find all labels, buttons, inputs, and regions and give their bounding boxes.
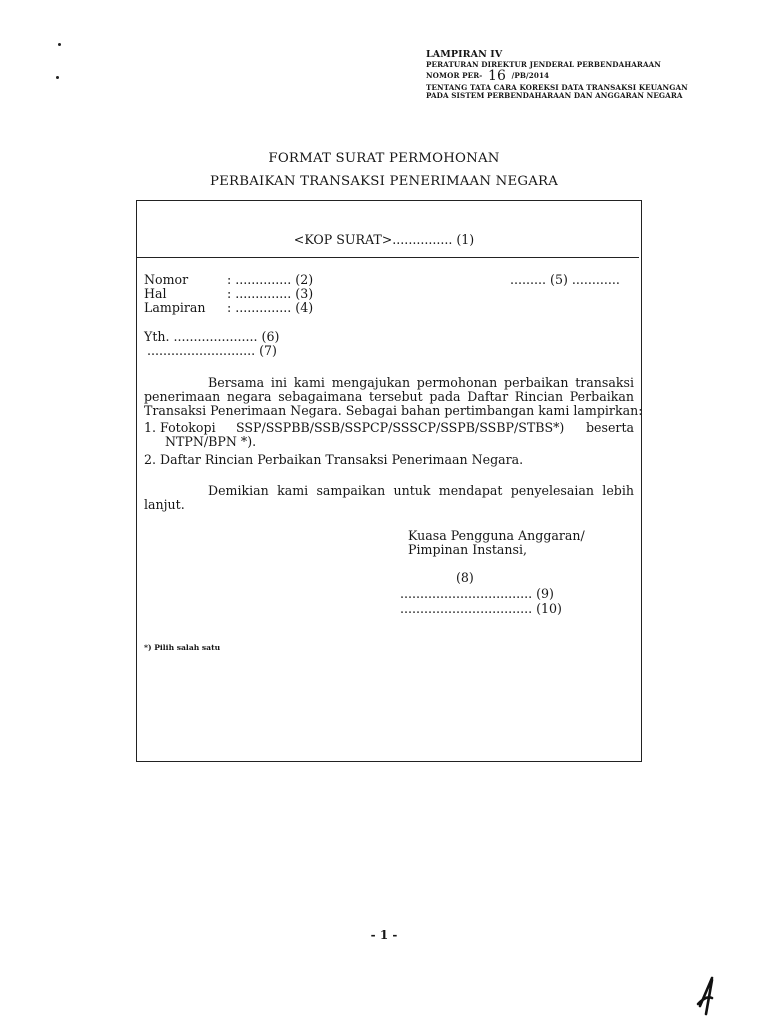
field-value-nomor: : .............. (2) (227, 272, 314, 287)
scan-speck (58, 43, 61, 46)
signature-placeholder: (8) (456, 570, 474, 585)
regulation-subject-line2: PADA SISTEM PERBENDAHARAAN DAN ANGGARAN NEGARA (426, 90, 683, 100)
field-label-nomor: Nomor (144, 272, 189, 287)
regulation-number: NOMOR PER- 16 /PB/2014 (426, 67, 550, 84)
body-line3: Transaksi Penerimaan Negara. Sebagai bahan pertimbangan kami lampirkan: (144, 403, 643, 419)
closing-line1: Demikian kami sampaikan untuk mendapat penyelesaian lebih (208, 483, 634, 498)
addressee-line2: ........................... (7) (147, 343, 277, 358)
scan-speck (56, 76, 59, 79)
document-title-line2: PERBAIKAN TRANSAKSI PENERIMAAN NEGARA (209, 174, 559, 189)
attachment-item2: 2. Daftar Rincian Perbaikan Transaksi Penerimaan Negara. (144, 452, 524, 467)
signer-title-line2: Pimpinan Instansi, (408, 542, 527, 557)
handwritten-initial-mark (694, 976, 718, 1016)
appendix-header (426, 50, 688, 99)
field-value-lampiran: : .............. (4) (227, 300, 314, 315)
document-title-line1: FORMAT SURAT PERMOHONAN (268, 151, 500, 166)
footnote: *) Pilih salah satu (144, 643, 221, 652)
body-paragraph (144, 375, 643, 419)
body-line2: penerimaan negara sebagaimana tersebut pada Daftar Rincian Perbaikan (144, 389, 634, 405)
field-label-lampiran: Lampiran (144, 300, 206, 315)
page-number: - 1 - (370, 928, 398, 942)
field-label-hal: Hal (144, 286, 167, 301)
regulation-subject-line1: TENTANG TATA CARA KOREKSI DATA TRANSAKSI KEUANGAN (426, 82, 688, 92)
attachment-item1-beserta: beserta (586, 420, 635, 435)
letterhead-divider (137, 257, 639, 258)
addressee-line1: Yth. ..................... (6) (144, 329, 280, 344)
closing-line2: lanjut. (144, 497, 185, 513)
date-place-placeholder: ......... (5) ............ (510, 272, 620, 287)
attachment-item1-docs: SSP/SSPBB/SSB/SSPCP/SSSCP/SSPB/SSBP/STBS*) (236, 420, 565, 435)
appendix-label: LAMPIRAN IV (426, 49, 503, 60)
closing-paragraph (144, 484, 634, 512)
signer-nip-placeholder: ................................. (10) (400, 601, 562, 616)
attachment-item1-label: 1. Fotokopi (144, 420, 216, 435)
letterhead-placeholder: <KOP SURAT>............... (1) (293, 232, 475, 247)
regulation-line: PERATURAN DIREKTUR JENDERAL PERBENDAHARAAN (426, 59, 661, 69)
signer-name-placeholder: ................................. (9) (400, 586, 554, 601)
field-value-hal: : .............. (3) (227, 286, 314, 301)
attachment-item1-ntpn: NTPN/BPN *). (165, 434, 257, 449)
signer-title-line1: Kuasa Pengguna Anggaran/ (408, 528, 585, 543)
body-line1: Bersama ini kami mengajukan permohonan perbaikan transaksi (208, 375, 634, 390)
